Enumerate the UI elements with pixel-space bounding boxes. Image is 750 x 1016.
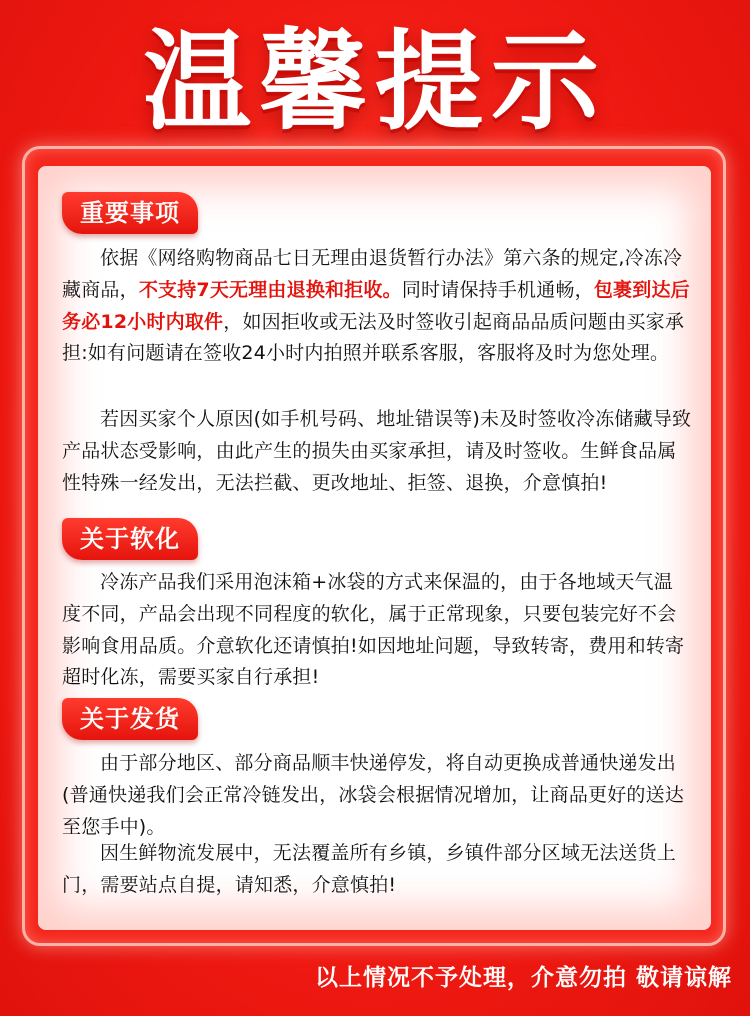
important-paragraph-1 xyxy=(62,243,692,370)
softening-paragraph xyxy=(62,567,692,694)
highlight-text: 包裹到达后务必12小时内取件 xyxy=(62,278,690,333)
shipping-paragraph-1 xyxy=(62,748,692,843)
important-paragraph-2 xyxy=(62,404,692,499)
section-heading-important: 重要事项 xyxy=(62,192,198,234)
body-text: ，如因拒收或无法及时签收引起商品品质问题由买家承担:如有问题请在签收24小时内拍照并联系客服，客服将及时为您处理。 xyxy=(62,310,685,365)
body-text: 同时请保持手机通畅， xyxy=(401,278,594,301)
body-text: 依据《网络购物商品七日无理由退货暂行办法》第六条的规定,冷冻冷藏商品， xyxy=(62,247,683,301)
footer-note: 以上情况不予处理，介意勿拍 敬请谅解 xyxy=(314,965,732,991)
body-text: 因生鲜物流发展中，无法覆盖所有乡镇，乡镇件部分区域无法送货上门，需要站点自提，请知悉，介意慎拍! xyxy=(62,842,677,896)
shipping-paragraph-2 xyxy=(62,838,692,902)
body-text: 由于部分地区、部分商品顺丰快递停发，将自动更换成普通快递发出(普通快递我们会正常冷链发出，冰袋会根据情况增加，让商品更好的送达至您手中)。 xyxy=(62,752,685,838)
body-text: 冷冻产品我们采用泡沫箱+冰袋的方式来保温的，由于各地域天气温度不同，产品会出现不同程度的软化，属于正常现象，只要包装完好不会影响食用品质。介意软化还请慎拍!如因地址问题，导致转寄，费用和转寄超时化冻，需要买家自行承担! xyxy=(62,571,685,689)
page-title: 温馨提示 xyxy=(142,20,607,145)
highlight-text: 不支持7天无理由退换和拒收。 xyxy=(138,278,402,301)
section-heading-softening: 关于软化 xyxy=(62,518,198,560)
body-text: 若因买家个人原因(如手机号码、地址错误等)未及时签收冷冻储藏导致产品状态受影响，由此产生的损失由买家承担，请及时签收。生鲜食品属性特殊一经发出，无法拦截、更改地址、拒签、退换，介意慎拍! xyxy=(62,408,692,494)
section-heading-shipping: 关于发货 xyxy=(62,698,198,740)
